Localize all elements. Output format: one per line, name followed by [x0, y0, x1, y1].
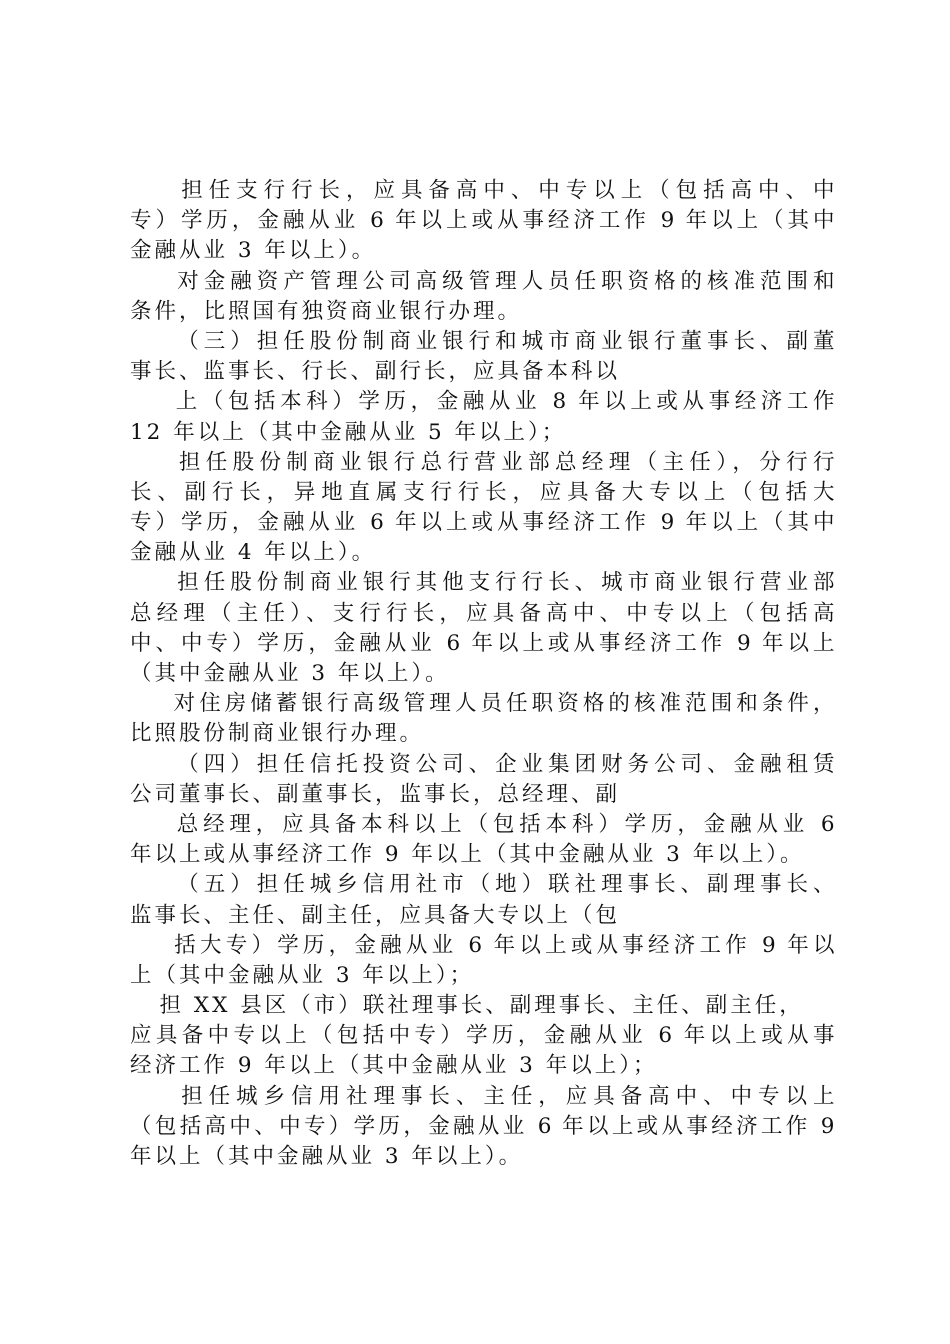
text-line: 应具备中专以上（包括中专）学历，金融从业 6 年以上或从事 — [130, 1023, 835, 1049]
document-body — [130, 176, 835, 1172]
text-line: 担任支行行长，应具备高中、中专以上（包括高中、中 — [130, 178, 835, 203]
text-line: 监事长、主任、副主任，应具备大专以上（包 — [130, 902, 621, 928]
text-line: （其中金融从业 3 年以上）。 — [130, 661, 450, 686]
text-line: 金融从业 3 年以上）。 — [130, 238, 377, 264]
text-line: 条件，比照国有独资商业银行办理。 — [130, 298, 523, 324]
text-line: 专）学历，金融从业 6 年以上或从事经济工作 9 年以上（其中 — [130, 510, 835, 536]
text-line: 上（其中金融从业 3 年以上）； — [130, 962, 475, 988]
text-line: 对金融资产管理公司高级管理人员任职资格的核准范围和 — [130, 268, 835, 294]
text-line: （四）担任信托投资公司、企业集团财务公司、金融租赁 — [130, 751, 835, 777]
text-line: 长、副行长，异地直属支行行长，应具备大专以上（包括大 — [130, 479, 835, 505]
text-line: 专）学历，金融从业 6 年以上或从事经济工作 9 年以上（其中 — [130, 208, 835, 234]
text-line: （包括高中、中专）学历，金融从业 6 年以上或从事经济工作 9 — [130, 1113, 835, 1139]
text-line: 中、中专）学历，金融从业 6 年以上或从事经济工作 9 年以上 — [130, 630, 835, 656]
text-line: 上（包括本科）学历，金融从业 8 年以上或从事经济工作 — [130, 389, 835, 415]
text-line: 总经理（主任）、支行行长，应具备高中、中专以上（包括高 — [130, 600, 835, 626]
text-line: 担 XX 县区（市）联社理事长、副理事长、主任、副主任， — [130, 993, 804, 1019]
text-line: 比照股份制商业银行办理。 — [130, 721, 425, 747]
text-line: 金融从业 4 年以上）。 — [130, 540, 377, 566]
text-line: 对住房储蓄银行高级管理人员任职资格的核准范围和条件， — [130, 691, 835, 717]
text-line: 公司董事长、副董事长，监事长，总经理、副 — [130, 781, 621, 807]
text-line: 年以上或从事经济工作 9 年以上（其中金融从业 3 年以上）。 — [130, 842, 805, 868]
text-line: 事长、监事长、行长、副行长，应具备本科以 — [130, 359, 621, 385]
text-line: （三）担任股份制商业银行和城市商业银行董事长、副董 — [130, 328, 835, 354]
text-line: 担任股份制商业银行总行营业部总经理（主任），分行行 — [130, 449, 835, 475]
text-line: 担任城乡信用社理事长、主任，应具备高中、中专以上 — [130, 1083, 835, 1109]
text-line: 12 年以上（其中金融从业 5 年以上）； — [130, 419, 567, 445]
text-line: 括大专）学历，金融从业 6 年以上或从事经济工作 9 年以 — [130, 932, 835, 958]
text-line: 经济工作 9 年以上（其中金融从业 3 年以上）； — [130, 1053, 658, 1079]
text-line: 总经理，应具备本科以上（包括本科）学历，金融从业 6 — [130, 811, 835, 837]
text-line: （五）担任城乡信用社市（地）联社理事长、副理事长、 — [130, 872, 835, 898]
text-line: 年以上（其中金融从业 3 年以上）。 — [130, 1144, 524, 1169]
text-line: 担任股份制商业银行其他支行行长、城市商业银行营业部 — [130, 570, 835, 596]
